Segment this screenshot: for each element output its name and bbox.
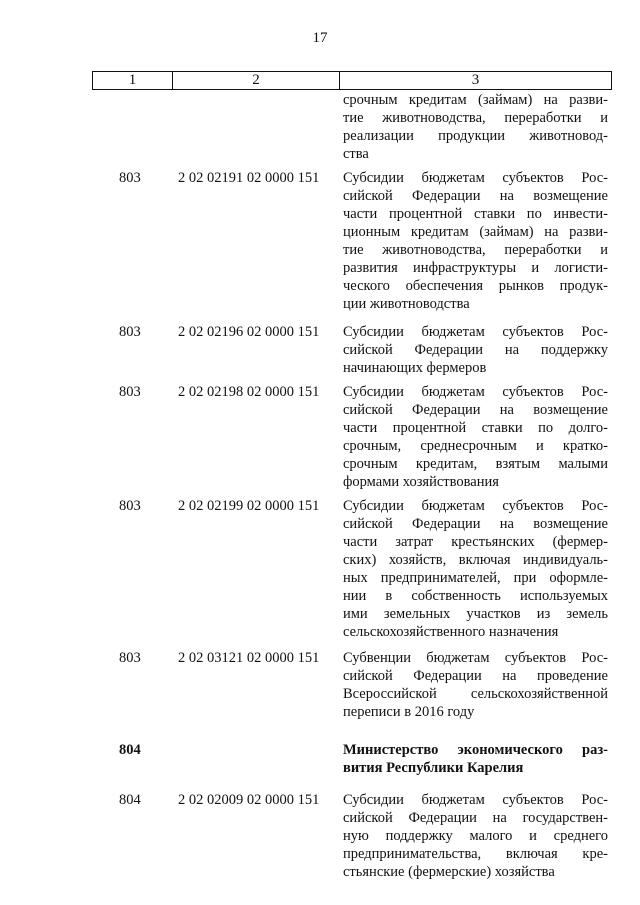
description-line: переписи в 2016 году xyxy=(343,704,475,720)
column-header-table xyxy=(92,71,612,90)
row-description xyxy=(343,383,608,491)
row-description xyxy=(343,791,608,881)
budget-code: 2 02 02198 02 0000 151 xyxy=(178,384,320,400)
column-header-row xyxy=(93,72,612,90)
description-line: сийской Федерации на возмещение xyxy=(343,402,608,418)
description-line: Субсидии бюджетам субъектов Рос- xyxy=(343,498,608,514)
description-line: формами хозяйствования xyxy=(343,474,499,490)
description-line: сийской Федерации на возмещение xyxy=(343,516,608,532)
row-description xyxy=(343,649,608,721)
row-description xyxy=(343,323,608,377)
admin-code: 804 xyxy=(119,792,141,808)
table-row xyxy=(0,649,640,721)
description-line: Субвенции бюджетам субъектов Рос- xyxy=(343,650,608,666)
description-line: части процентной ставки по долго- xyxy=(343,420,608,436)
admin-code: 803 xyxy=(119,650,141,666)
description-line: ных предпринимателей, при оформле- xyxy=(343,570,608,586)
description-line: ства xyxy=(343,146,369,162)
admin-code: 803 xyxy=(119,324,141,340)
table-body xyxy=(0,91,640,881)
table-row-section xyxy=(0,741,640,777)
description-line: стьянские (фермерские) хозяйства xyxy=(343,864,555,880)
description-line: вития Республики Карелия xyxy=(343,760,524,776)
admin-code: 803 xyxy=(119,384,141,400)
description-line: сийской Федерации на проведение xyxy=(343,668,608,684)
description-line: сийской Федерации на возмещение xyxy=(343,188,608,204)
budget-code: 2 02 02199 02 0000 151 xyxy=(178,498,320,514)
description-line: развития инфраструктуры и логисти- xyxy=(343,260,608,276)
description-line: Субсидии бюджетам субъектов Рос- xyxy=(343,170,608,186)
description-line: части процентной ставки по инвести- xyxy=(343,206,608,222)
table-row xyxy=(0,497,640,641)
budget-code: 2 02 03121 02 0000 151 xyxy=(178,650,320,666)
description-line: ционным кредитам (займам) на разви- xyxy=(343,224,608,240)
description-line: Субсидии бюджетам субъектов Рос- xyxy=(343,384,608,400)
description-line: реализации продукции животновод- xyxy=(343,128,608,144)
description-line: Субсидии бюджетам субъектов Рос- xyxy=(343,792,608,808)
budget-code: 2 02 02191 02 0000 151 xyxy=(178,170,320,186)
description-line: сельскохозяйственного назначения xyxy=(343,624,559,640)
row-description xyxy=(343,91,608,163)
description-line: части затрат крестьянских (фермер- xyxy=(343,534,608,550)
row-description xyxy=(343,497,608,641)
admin-code: 804 xyxy=(119,742,141,758)
table-row xyxy=(0,383,640,491)
description-line: ции животноводства xyxy=(343,296,470,312)
section-title xyxy=(343,741,608,777)
table-row xyxy=(0,91,640,163)
description-line: сийской Федерации на поддержку xyxy=(343,342,608,358)
description-line: Всероссийской сельскохозяйственной xyxy=(343,686,608,702)
description-line: сийской Федерации на государствен- xyxy=(343,810,608,826)
description-line: срочным кредитам, взятым малыми xyxy=(343,456,608,472)
column-header-3: 3 xyxy=(340,72,612,90)
table-row xyxy=(0,169,640,313)
page-number: 17 xyxy=(312,30,328,46)
table-row xyxy=(0,323,640,377)
table-row xyxy=(0,791,640,881)
description-line: ими земельных участков из земель xyxy=(343,606,608,622)
description-line: предпринимательства, включая кре- xyxy=(343,846,608,862)
description-line: срочным кредитам (займам) на разви- xyxy=(343,92,608,108)
budget-code: 2 02 02196 02 0000 151 xyxy=(178,324,320,340)
admin-code: 803 xyxy=(119,170,141,186)
budget-code: 2 02 02009 02 0000 151 xyxy=(178,792,320,808)
description-line: тие животноводства, переработки и xyxy=(343,242,608,258)
description-line: ских) хозяйств, включая индивидуаль- xyxy=(343,552,608,568)
row-description xyxy=(343,169,608,313)
description-line: срочным, среднесрочным и кратко- xyxy=(343,438,608,454)
column-header-1: 1 xyxy=(93,72,173,90)
description-line: тие животноводства, переработки и xyxy=(343,110,608,126)
description-line: Министерство экономического раз- xyxy=(343,742,608,758)
description-line: ную поддержку малого и среднего xyxy=(343,828,608,844)
description-line: нии в собственность используемых xyxy=(343,588,608,604)
description-line: начинающих фермеров xyxy=(343,360,487,376)
admin-code: 803 xyxy=(119,498,141,514)
column-header-2: 2 xyxy=(173,72,340,90)
description-line: ческого обеспечения рынков продук- xyxy=(343,278,608,294)
description-line: Субсидии бюджетам субъектов Рос- xyxy=(343,324,608,340)
